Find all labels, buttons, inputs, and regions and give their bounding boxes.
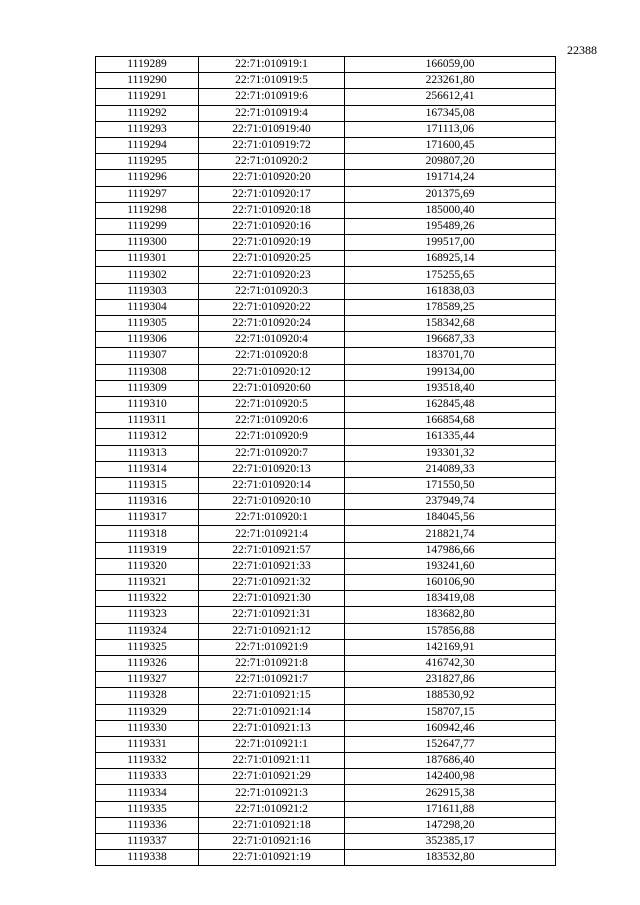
- table-row: [96, 591, 556, 607]
- cadastral-value-cell: 157856,88: [345, 623, 556, 639]
- row-number-cell: 1119296: [96, 170, 199, 186]
- table-row: [96, 575, 556, 591]
- row-number-cell: 1119321: [96, 575, 199, 591]
- cadastral-value-cell: 161335,44: [345, 429, 556, 445]
- row-number-cell: 1119305: [96, 316, 199, 332]
- row-number-cell: 1119318: [96, 526, 199, 542]
- cadastral-value-cell: 158342,68: [345, 316, 556, 332]
- table-row: [96, 445, 556, 461]
- row-number-cell: 1119324: [96, 623, 199, 639]
- cadastral-number-cell: 22:71:010920:17: [199, 186, 345, 202]
- row-number-cell: 1119302: [96, 267, 199, 283]
- table-row: [96, 73, 556, 89]
- table-row: [96, 817, 556, 833]
- cadastral-number-cell: 22:71:010919:4: [199, 105, 345, 121]
- cadastral-number-cell: 22:71:010920:24: [199, 316, 345, 332]
- cadastral-value-cell: 171550,50: [345, 477, 556, 493]
- table-row: [96, 461, 556, 477]
- table-row: [96, 348, 556, 364]
- row-number-cell: 1119335: [96, 801, 199, 817]
- row-number-cell: 1119327: [96, 672, 199, 688]
- table-row: [96, 753, 556, 769]
- table-row: [96, 769, 556, 785]
- row-number-cell: 1119325: [96, 639, 199, 655]
- row-number-cell: 1119300: [96, 235, 199, 251]
- row-number-cell: 1119338: [96, 850, 199, 866]
- cadastral-value-cell: 237949,74: [345, 494, 556, 510]
- cadastral-value-table: [95, 56, 556, 866]
- cadastral-number-cell: 22:71:010920:25: [199, 251, 345, 267]
- cadastral-value-cell: 262915,38: [345, 785, 556, 801]
- row-number-cell: 1119295: [96, 154, 199, 170]
- row-number-cell: 1119326: [96, 655, 199, 671]
- row-number-cell: 1119337: [96, 834, 199, 850]
- table-row: [96, 623, 556, 639]
- table-row: [96, 477, 556, 493]
- cadastral-value-cell: 183419,08: [345, 591, 556, 607]
- table-row: [96, 704, 556, 720]
- row-number-cell: 1119320: [96, 558, 199, 574]
- table-row: [96, 510, 556, 526]
- table-row: [96, 380, 556, 396]
- cadastral-number-cell: 22:71:010920:3: [199, 283, 345, 299]
- cadastral-number-cell: 22:71:010920:23: [199, 267, 345, 283]
- table-row: [96, 299, 556, 315]
- row-number-cell: 1119316: [96, 494, 199, 510]
- cadastral-value-cell: 193518,40: [345, 380, 556, 396]
- cadastral-number-cell: 22:71:010920:16: [199, 218, 345, 234]
- cadastral-value-cell: 142169,91: [345, 639, 556, 655]
- row-number-cell: 1119307: [96, 348, 199, 364]
- table-row: [96, 218, 556, 234]
- cadastral-number-cell: 22:71:010920:5: [199, 396, 345, 412]
- row-number-cell: 1119322: [96, 591, 199, 607]
- cadastral-value-cell: 193241,60: [345, 558, 556, 574]
- row-number-cell: 1119312: [96, 429, 199, 445]
- cadastral-number-cell: 22:71:010920:12: [199, 364, 345, 380]
- cadastral-value-cell: 201375,69: [345, 186, 556, 202]
- cadastral-value-cell: 171113,06: [345, 121, 556, 137]
- cadastral-number-cell: 22:71:010921:13: [199, 720, 345, 736]
- cadastral-number-cell: 22:71:010920:7: [199, 445, 345, 461]
- cadastral-value-cell: 171611,88: [345, 801, 556, 817]
- row-number-cell: 1119332: [96, 753, 199, 769]
- cadastral-number-cell: 22:71:010920:10: [199, 494, 345, 510]
- cadastral-number-cell: 22:71:010921:19: [199, 850, 345, 866]
- row-number-cell: 1119333: [96, 769, 199, 785]
- row-number-cell: 1119334: [96, 785, 199, 801]
- row-number-cell: 1119297: [96, 186, 199, 202]
- cadastral-value-cell: 416742,30: [345, 655, 556, 671]
- cadastral-number-cell: 22:71:010920:18: [199, 202, 345, 218]
- row-number-cell: 1119292: [96, 105, 199, 121]
- table-row: [96, 121, 556, 137]
- cadastral-value-cell: 152647,77: [345, 736, 556, 752]
- table-row: [96, 235, 556, 251]
- row-number-cell: 1119306: [96, 332, 199, 348]
- cadastral-number-cell: 22:71:010921:16: [199, 834, 345, 850]
- cadastral-value-cell: 196687,33: [345, 332, 556, 348]
- row-number-cell: 1119298: [96, 202, 199, 218]
- cadastral-number-cell: 22:71:010920:22: [199, 299, 345, 315]
- cadastral-value-cell: 352385,17: [345, 834, 556, 850]
- table-row: [96, 834, 556, 850]
- cadastral-number-cell: 22:71:010920:1: [199, 510, 345, 526]
- cadastral-value-cell: 147986,66: [345, 542, 556, 558]
- table-body: [96, 57, 556, 866]
- cadastral-value-cell: 185000,40: [345, 202, 556, 218]
- table-row: [96, 202, 556, 218]
- cadastral-number-cell: 22:71:010921:12: [199, 623, 345, 639]
- cadastral-number-cell: 22:71:010921:33: [199, 558, 345, 574]
- table-row: [96, 850, 556, 866]
- cadastral-number-cell: 22:71:010920:60: [199, 380, 345, 396]
- cadastral-value-cell: 142400,98: [345, 769, 556, 785]
- cadastral-number-cell: 22:71:010921:29: [199, 769, 345, 785]
- table-row: [96, 89, 556, 105]
- cadastral-value-cell: 187686,40: [345, 753, 556, 769]
- table-row: [96, 607, 556, 623]
- cadastral-value-cell: 178589,25: [345, 299, 556, 315]
- cadastral-number-cell: 22:71:010921:57: [199, 542, 345, 558]
- cadastral-number-cell: 22:71:010921:32: [199, 575, 345, 591]
- table-row: [96, 396, 556, 412]
- table-row: [96, 655, 556, 671]
- cadastral-value-cell: 168925,14: [345, 251, 556, 267]
- table-row: [96, 413, 556, 429]
- cadastral-number-cell: 22:71:010921:8: [199, 655, 345, 671]
- row-number-cell: 1119336: [96, 817, 199, 833]
- cadastral-value-cell: 209807,20: [345, 154, 556, 170]
- cadastral-value-cell: 166059,00: [345, 57, 556, 73]
- table-row: [96, 736, 556, 752]
- table-row: [96, 283, 556, 299]
- cadastral-value-cell: 147298,20: [345, 817, 556, 833]
- table-row: [96, 316, 556, 332]
- cadastral-number-cell: 22:71:010920:13: [199, 461, 345, 477]
- cadastral-number-cell: 22:71:010919:5: [199, 73, 345, 89]
- cadastral-value-cell: 183701,70: [345, 348, 556, 364]
- table-row: [96, 720, 556, 736]
- cadastral-number-cell: 22:71:010920:2: [199, 154, 345, 170]
- cadastral-number-cell: 22:71:010920:9: [199, 429, 345, 445]
- cadastral-number-cell: 22:71:010919:6: [199, 89, 345, 105]
- cadastral-value-cell: 199517,00: [345, 235, 556, 251]
- cadastral-number-cell: 22:71:010921:7: [199, 672, 345, 688]
- row-number-cell: 1119299: [96, 218, 199, 234]
- row-number-cell: 1119328: [96, 688, 199, 704]
- cadastral-value-cell: 188530,92: [345, 688, 556, 704]
- table-row: [96, 542, 556, 558]
- table-row: [96, 137, 556, 153]
- table-row: [96, 267, 556, 283]
- cadastral-number-cell: 22:71:010921:14: [199, 704, 345, 720]
- row-number-cell: 1119313: [96, 445, 199, 461]
- row-number-cell: 1119308: [96, 364, 199, 380]
- cadastral-value-cell: 162845,48: [345, 396, 556, 412]
- cadastral-number-cell: 22:71:010920:4: [199, 332, 345, 348]
- cadastral-value-cell: 256612,41: [345, 89, 556, 105]
- table-row: [96, 801, 556, 817]
- table-row: [96, 494, 556, 510]
- row-number-cell: 1119303: [96, 283, 199, 299]
- cadastral-number-cell: 22:71:010920:14: [199, 477, 345, 493]
- row-number-cell: 1119304: [96, 299, 199, 315]
- table-row: [96, 364, 556, 380]
- row-number-cell: 1119323: [96, 607, 199, 623]
- cadastral-value-cell: 183532,80: [345, 850, 556, 866]
- cadastral-value-cell: 175255,65: [345, 267, 556, 283]
- cadastral-value-cell: 195489,26: [345, 218, 556, 234]
- row-number-cell: 1119290: [96, 73, 199, 89]
- row-number-cell: 1119314: [96, 461, 199, 477]
- cadastral-value-cell: 231827,86: [345, 672, 556, 688]
- cadastral-number-cell: 22:71:010921:1: [199, 736, 345, 752]
- cadastral-number-cell: 22:71:010921:11: [199, 753, 345, 769]
- cadastral-number-cell: 22:71:010921:4: [199, 526, 345, 542]
- cadastral-number-cell: 22:71:010920:20: [199, 170, 345, 186]
- cadastral-number-cell: 22:71:010920:19: [199, 235, 345, 251]
- table-row: [96, 526, 556, 542]
- row-number-cell: 1119329: [96, 704, 199, 720]
- row-number-cell: 1119289: [96, 57, 199, 73]
- cadastral-number-cell: 22:71:010921:2: [199, 801, 345, 817]
- table-row: [96, 251, 556, 267]
- cadastral-number-cell: 22:71:010920:8: [199, 348, 345, 364]
- cadastral-value-cell: 166854,68: [345, 413, 556, 429]
- row-number-cell: 1119315: [96, 477, 199, 493]
- cadastral-number-cell: 22:71:010921:30: [199, 591, 345, 607]
- cadastral-value-cell: 183682,80: [345, 607, 556, 623]
- cadastral-value-cell: 167345,08: [345, 105, 556, 121]
- table-row: [96, 105, 556, 121]
- row-number-cell: 1119317: [96, 510, 199, 526]
- row-number-cell: 1119293: [96, 121, 199, 137]
- table-row: [96, 688, 556, 704]
- cadastral-value-cell: 214089,33: [345, 461, 556, 477]
- row-number-cell: 1119331: [96, 736, 199, 752]
- cadastral-value-cell: 191714,24: [345, 170, 556, 186]
- table-row: [96, 785, 556, 801]
- table-row: [96, 429, 556, 445]
- cadastral-number-cell: 22:71:010919:1: [199, 57, 345, 73]
- cadastral-value-cell: 199134,00: [345, 364, 556, 380]
- table-row: [96, 186, 556, 202]
- cadastral-value-cell: 193301,32: [345, 445, 556, 461]
- cadastral-value-cell: 171600,45: [345, 137, 556, 153]
- table-row: [96, 672, 556, 688]
- row-number-cell: 1119311: [96, 413, 199, 429]
- table-row: [96, 154, 556, 170]
- cadastral-value-cell: 223261,80: [345, 73, 556, 89]
- table-row: [96, 332, 556, 348]
- cadastral-value-cell: 184045,56: [345, 510, 556, 526]
- cadastral-value-cell: 161838,03: [345, 283, 556, 299]
- table-row: [96, 57, 556, 73]
- cadastral-number-cell: 22:71:010919:72: [199, 137, 345, 153]
- page-number: 22388: [567, 43, 597, 57]
- cadastral-number-cell: 22:71:010921:31: [199, 607, 345, 623]
- cadastral-number-cell: 22:71:010921:15: [199, 688, 345, 704]
- cadastral-value-cell: 160106,90: [345, 575, 556, 591]
- table-row: [96, 558, 556, 574]
- cadastral-number-cell: 22:71:010921:3: [199, 785, 345, 801]
- row-number-cell: 1119309: [96, 380, 199, 396]
- table-row: [96, 639, 556, 655]
- cadastral-value-cell: 158707,15: [345, 704, 556, 720]
- cadastral-value-cell: 160942,46: [345, 720, 556, 736]
- cadastral-number-cell: 22:71:010921:9: [199, 639, 345, 655]
- row-number-cell: 1119294: [96, 137, 199, 153]
- cadastral-number-cell: 22:71:010921:18: [199, 817, 345, 833]
- row-number-cell: 1119301: [96, 251, 199, 267]
- cadastral-number-cell: 22:71:010920:6: [199, 413, 345, 429]
- cadastral-number-cell: 22:71:010919:40: [199, 121, 345, 137]
- cadastral-value-cell: 218821,74: [345, 526, 556, 542]
- row-number-cell: 1119291: [96, 89, 199, 105]
- row-number-cell: 1119330: [96, 720, 199, 736]
- table-row: [96, 170, 556, 186]
- row-number-cell: 1119310: [96, 396, 199, 412]
- row-number-cell: 1119319: [96, 542, 199, 558]
